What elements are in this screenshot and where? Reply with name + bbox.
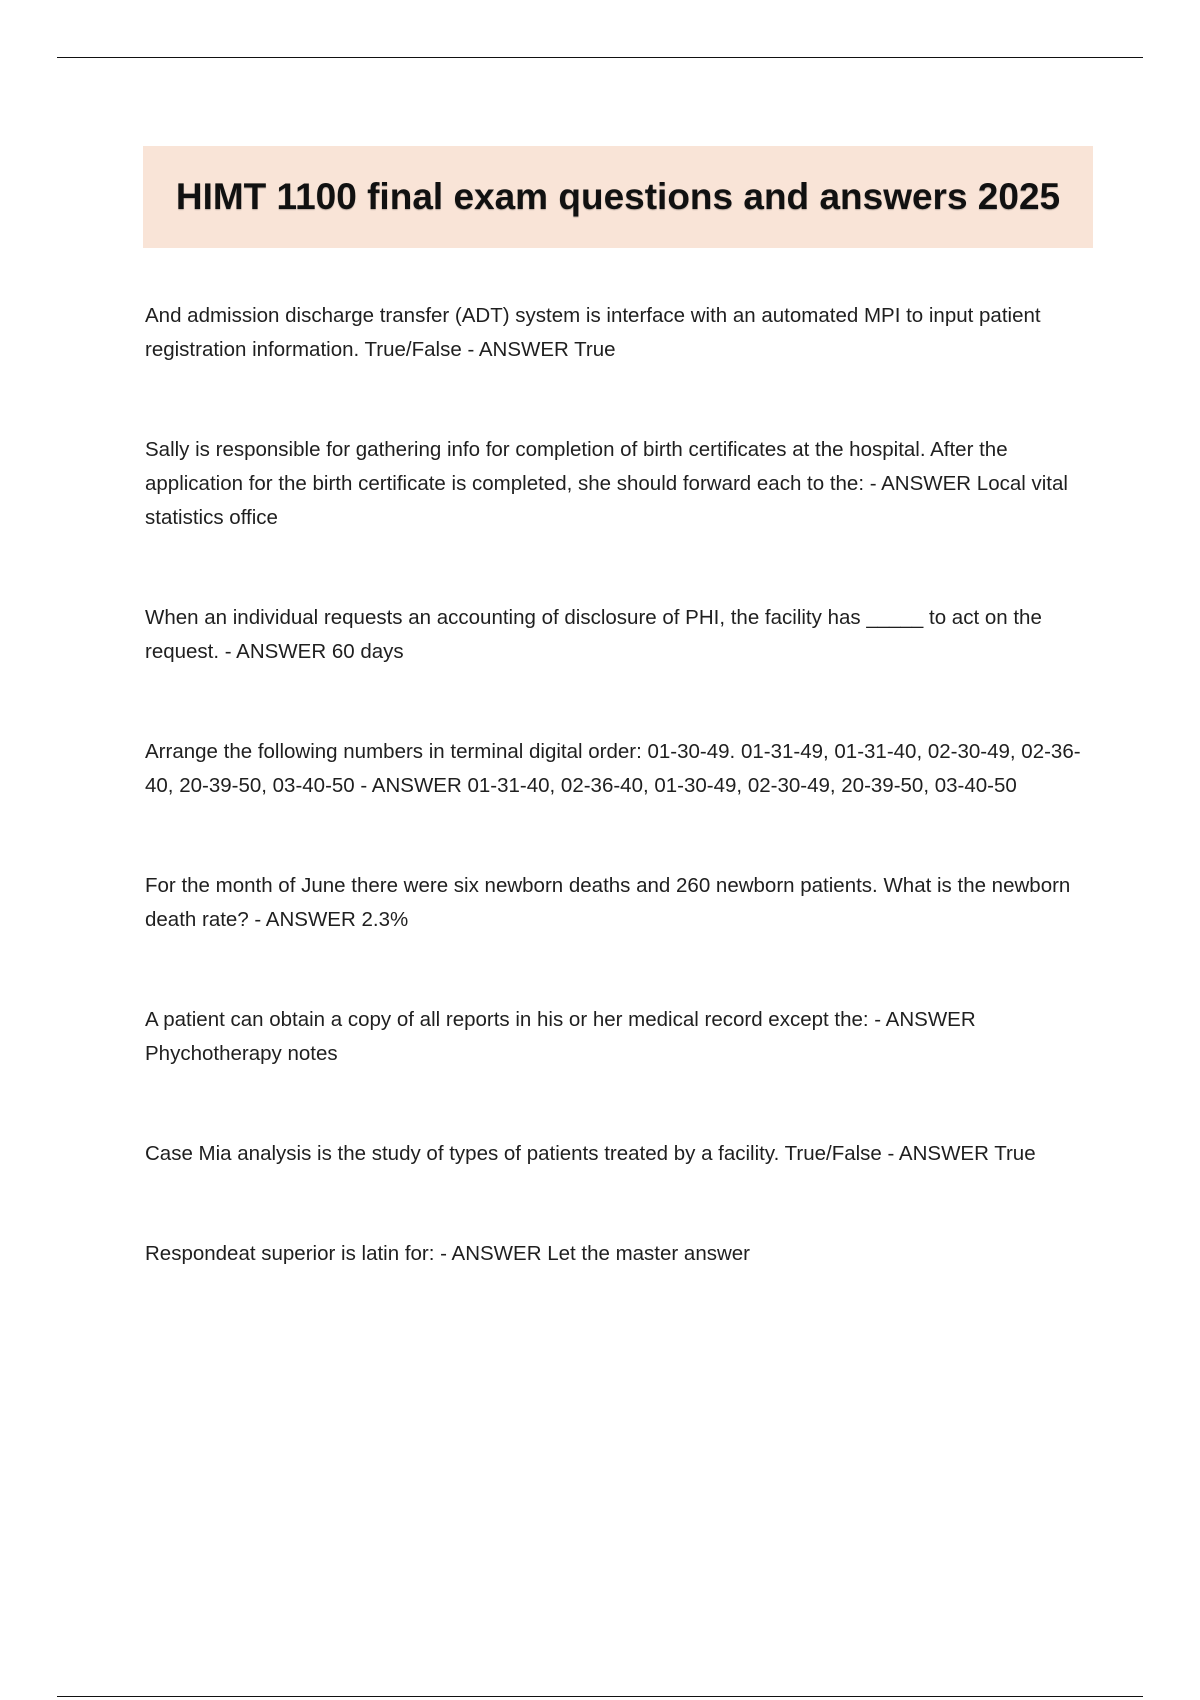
qa-item: A patient can obtain a copy of all reports in his or her medical record except the: - ANSWER Phychotherapy notes (145, 1008, 976, 1065)
qa-item: When an individual requests an accounting of disclosure of PHI, the facility has _____ to act on the request. - ANSWER 60 days (145, 606, 1042, 663)
qa-item: Respondeat superior is latin for: - ANSWER Let the master answer (145, 1242, 751, 1265)
qa-item: For the month of June there were six newborn deaths and 260 newborn patients. What is the newborn death rate? - ANSWER 2.3% (145, 874, 1071, 931)
qa-list (145, 299, 1090, 1271)
bottom-rule (57, 1696, 1143, 1697)
document-title: HIMT 1100 final exam questions and answers 2025 (175, 176, 1061, 217)
qa-item: Case Mia analysis is the study of types of patients treated by a facility. True/False - ANSWER True (145, 1142, 1036, 1165)
qa-item: And admission discharge transfer (ADT) system is interface with an automated MPI to input patient registration information. True/False - ANSWER True (145, 304, 1041, 361)
title-banner (143, 146, 1093, 248)
top-rule (57, 57, 1143, 58)
qa-item: Sally is responsible for gathering info for completion of birth certificates at the hospital. After the application for the birth certificate is completed, she should forward each to the: - ANSWER Local vital statistics office (145, 438, 1068, 529)
qa-item: Arrange the following numbers in terminal digital order: 01-30-49. 01-31-49, 01-31-40, 02-30-49, 02-36-40, 20-39-50, 03-40-50 - ANSWER 01-31-40, 02-36-40, 01-30-49, 02-30-49, 20-39-50, 03-40-50 (145, 740, 1081, 797)
